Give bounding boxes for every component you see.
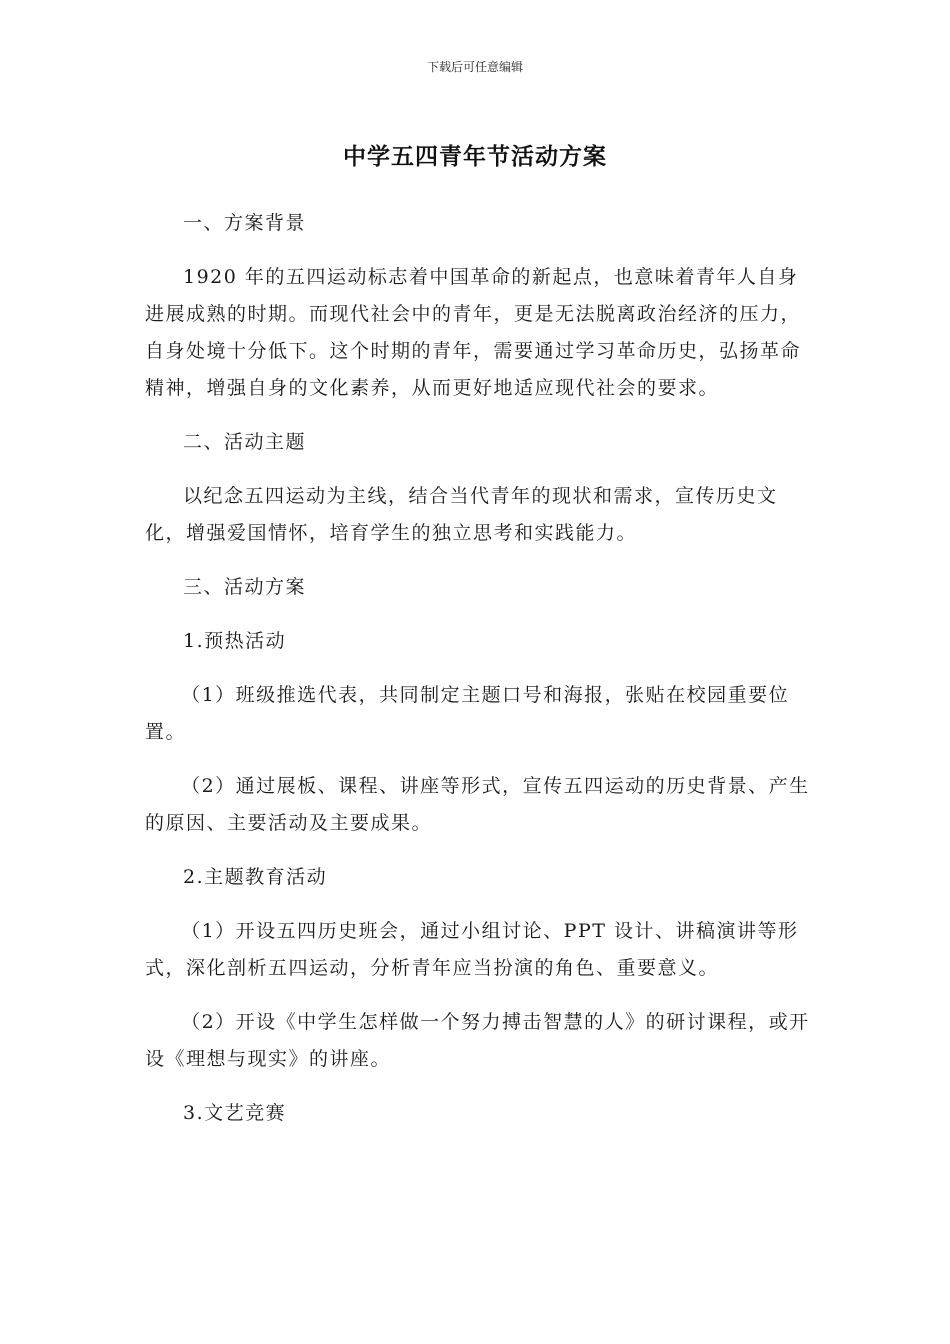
section-heading-background: 一、方案背景	[183, 212, 307, 234]
header-note: 下载后可任意编辑	[426, 60, 523, 74]
document-body	[145, 205, 815, 1149]
subheading-arts-competition: 3.文艺竞赛	[183, 1102, 287, 1124]
list-item: （1）开设五四历史班会，通过小组讨论、PPT 设计、讲稿演讲等形式，深化剖析五四运动，分析青年应当扮演的角色、重要意义。	[145, 920, 799, 979]
section-heading-plan: 三、活动方案	[183, 576, 307, 598]
subheading-education: 2.主题教育活动	[183, 866, 328, 888]
background-paragraph: 1920 年的五四运动标志着中国革命的新起点，也意味着青年人自身进展成熟的时期。而现代社会中的青年，更是无法脱离政治经济的压力，自身处境十分低下。这个时期的青年，需要通过学习革命历史，弘扬革命精神，增强自身的文化素养，从而更好地适应现代社会的要求。	[145, 266, 802, 399]
list-item: （2）开设《中学生怎样做一个努力搏击智慧的人》的研讨课程，或开设《理想与现实》的讲座。	[145, 1011, 810, 1070]
theme-paragraph: 以纪念五四运动为主线，结合当代青年的现状和需求，宣传历史文化，增强爱国情怀，培育学生的独立思考和实践能力。	[145, 485, 778, 544]
list-item: （2）通过展板、课程、讲座等形式，宣传五四运动的历史背景、产生的原因、主要活动及主要成果。	[145, 775, 810, 834]
document-title: 中学五四青年节活动方案	[343, 144, 607, 170]
section-heading-theme: 二、活动主题	[183, 431, 307, 453]
subheading-warmup: 1.预热活动	[183, 630, 287, 652]
list-item: （1）班级推选代表，共同制定主题口号和海报，张贴在校园重要位置。	[145, 684, 790, 743]
